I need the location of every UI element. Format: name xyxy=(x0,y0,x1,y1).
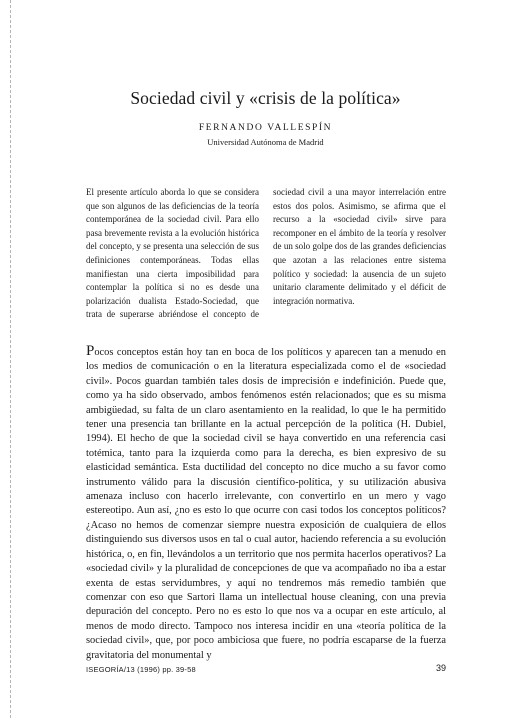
article-title: Sociedad civil y «crisis de la política» xyxy=(130,88,401,108)
drop-cap: P xyxy=(86,343,95,359)
abstract: El presente artículo aborda lo que se considera que son algunos de las deficiencias de la teoría contemporánea de la sociedad civil. Para ello pasa brevemente revista a la evolución histórica del concepto, y se presenta una selección de sus definiciones contemporáneas. Todas ellas manifiestan una cierta imposibilidad para contemplar la política si no es desde una polarización dualista Estado-Sociedad, que trata de superarse abriéndose el concepto de sociedad civil a una mayor interrelación entre estos dos polos. Asimismo, se afirma que el recurso a la «sociedad civil» sirve para recomponer en el ámbito de la teoría y resolver de un solo golpe dos de las grandes deficiencias que azotan a las relaciones entre sistema político y sociedad: la ausencia de un sujeto unitario claramente delimitado y el déficit de integración normativa. xyxy=(86,187,446,320)
body-text: ocos conceptos están hoy tan en boca de los políticos y aparecen tan a menudo en los medios de comunicación o en la literatura especializada como el de «sociedad civil». Pocos guardan también tales dosis de imprecisión e indefinición. Puede que, como ya ha sido observado, ambos fenómenos estén relacionados; que es su misma ambigüedad, su falta de un claro asentamiento en la realidad, lo que le ha permitido tener una presencia tan brillante en la actual percepción de la política (H. Dubiel, 1994). El hecho de que la sociedad civil se haya convertido en una referencia casi totémica, tanto para la izquierda como para la derecha, es bien expresivo de su elasticidad semántica. Esta ductilidad del concepto no dice mucho a su favor como instrumento válido para la discusión científico-política, y su utilización abusiva amenaza incluso con hacerlo irrelevante, con convertirlo en un mero y vago estereotipo. Aun así, ¿no es esto lo que ocurre con casi todos los conceptos políticos? ¿Acaso no hemos de comenzar siempre nuestra exposición de cualquiera de ellos distinguiendo sus diversos usos en tal o cual autor, haciendo referencia a su evolución histórica, o, en fin, llevándolos a un territorio que nos permita hacerlos operativos? La «sociedad civil» y la pluralidad de concepciones de que va acompañado no iba a estar exenta de estas servidumbres, y aquí no tendremos más remedio también que comenzar con eso que Sartori llama un intellectual house cleaning, con una previa depuración del concepto. Pero no es esto lo que nos va a ocupar en este artículo, al menos de modo directo. Tampoco nos interesa incidir en una «teoría política de la sociedad civil», que, por poco ambiciosa que fuere, no podría escaparse de la fuerza gravitatoria del monumental y xyxy=(86,347,446,661)
journal-reference: ISEGORÍA/13 (1996) pp. 39-58 xyxy=(86,665,196,674)
article-author: FERNANDO VALLESPÍN xyxy=(198,123,333,133)
body-paragraph xyxy=(86,343,446,663)
page-number: 39 xyxy=(435,663,446,673)
author-affiliation: Universidad Autónoma de Madrid xyxy=(207,137,324,147)
